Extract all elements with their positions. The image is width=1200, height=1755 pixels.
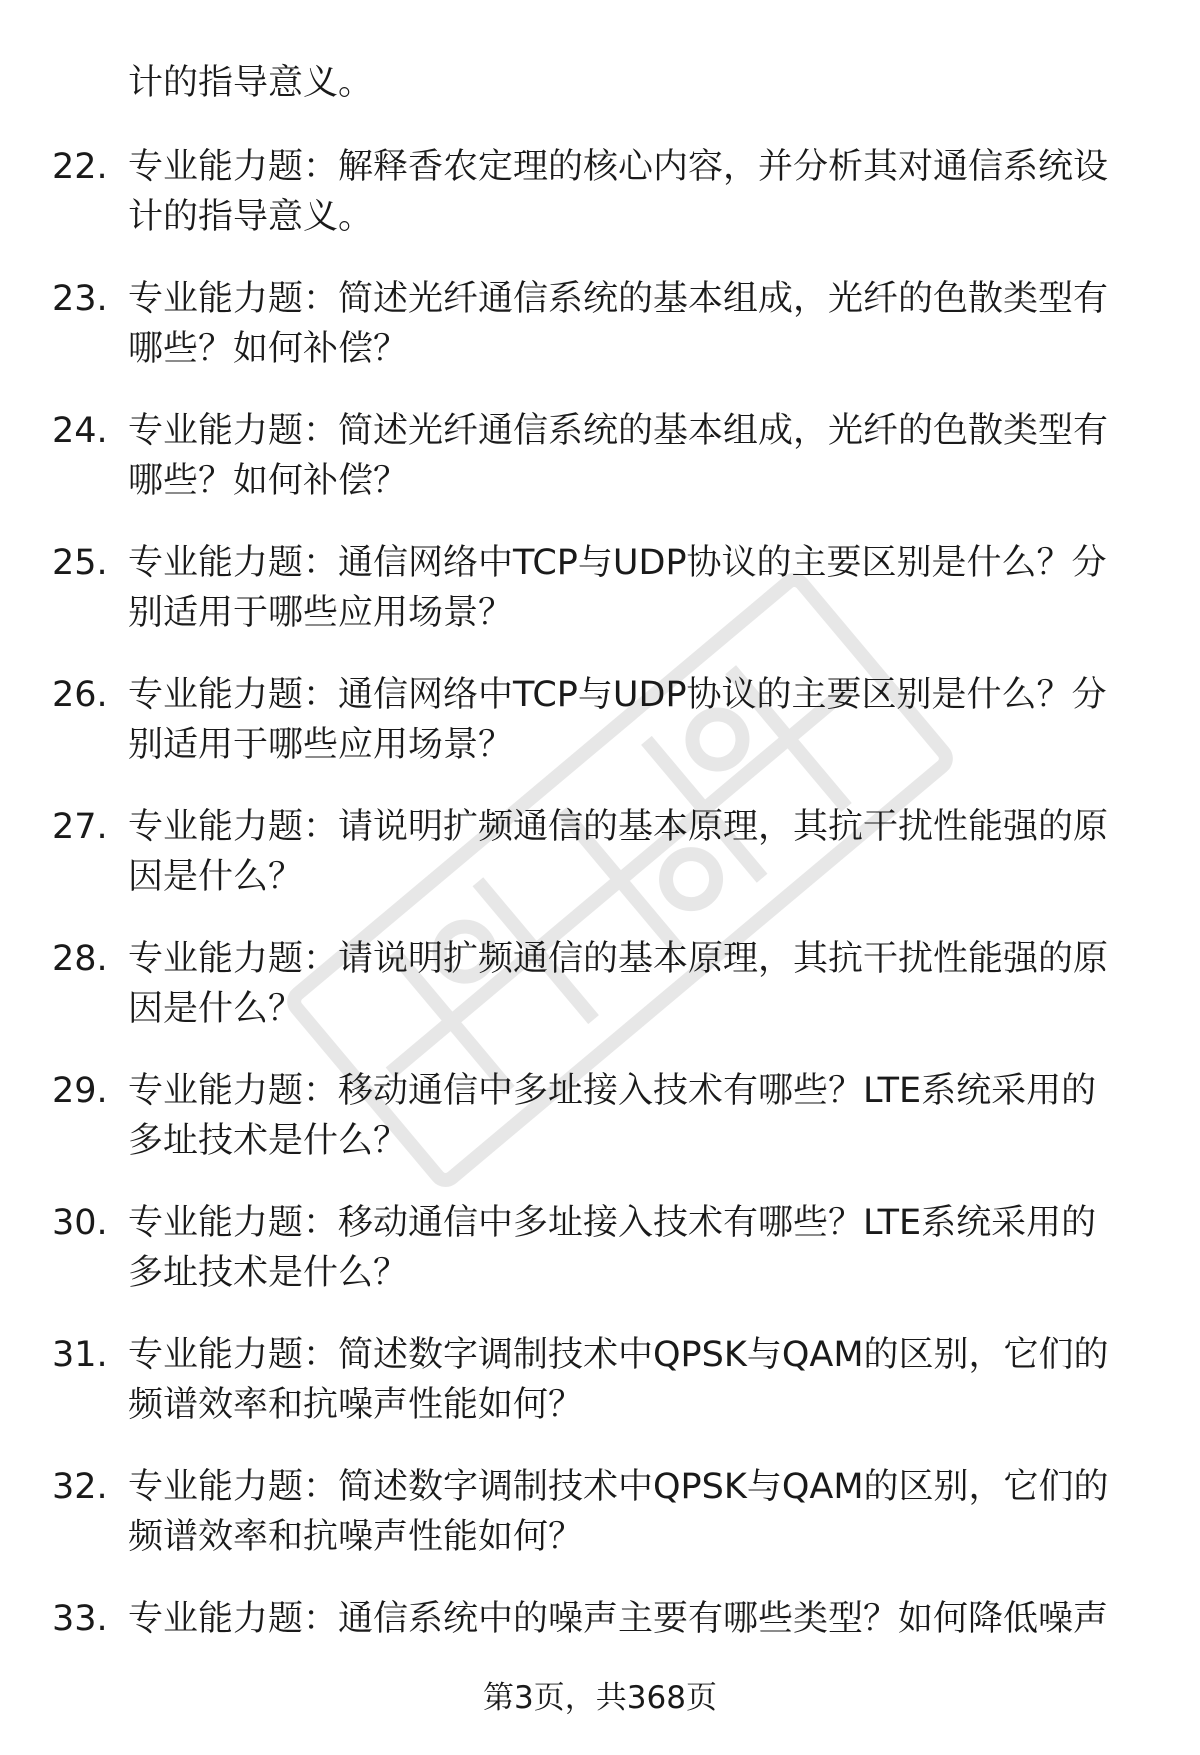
list-item (0, 1198, 1200, 1330)
list-item (0, 1462, 1200, 1594)
page-footer: 第3页，共368页 (483, 1680, 717, 1716)
question-text: 专业能力题：通信系统中的噪声主要有哪些类型？如何降低噪声 (128, 1599, 1109, 1639)
list-item (0, 802, 1200, 934)
question-number: 31. (52, 1335, 108, 1375)
question-number: 30. (52, 1203, 108, 1243)
question-text: 专业能力题：简述数字调制技术中QPSK与QAM的区别，它们的 频谱效率和抗噪声性能如何？ (128, 1335, 1109, 1425)
list-item (0, 670, 1200, 802)
list-item (0, 406, 1200, 538)
question-text: 专业能力题：请说明扩频通信的基本原理，其抗干扰性能强的原 因是什么？ (128, 807, 1109, 897)
question-number: 29. (52, 1071, 108, 1111)
question-number: 26. (52, 675, 108, 715)
question-number: 22. (52, 147, 108, 187)
question-number: 23. (52, 279, 108, 319)
question-text: 专业能力题：解释香农定理的核心内容，并分析其对通信系统设 计的指导意义。 (128, 147, 1109, 237)
continuation-text: 计的指导意义。 (128, 63, 374, 103)
question-text: 专业能力题：通信网络中TCP与UDP协议的主要区别是什么？分 别适用于哪些应用场景？ (128, 543, 1107, 633)
question-number: 27. (52, 807, 108, 847)
question-list (0, 142, 1200, 1726)
list-item (0, 274, 1200, 406)
question-text: 专业能力题：请说明扩频通信的基本原理，其抗干扰性能强的原 因是什么？ (128, 939, 1109, 1029)
question-number: 28. (52, 939, 108, 979)
list-item (0, 142, 1200, 274)
question-text: 专业能力题：移动通信中多址接入技术有哪些？LTE系统采用的 多址技术是什么？ (128, 1071, 1097, 1161)
question-text: 专业能力题：通信网络中TCP与UDP协议的主要区别是什么？分 别适用于哪些应用场景？ (128, 675, 1107, 765)
question-number: 25. (52, 543, 108, 583)
question-text: 专业能力题：简述光纤通信系统的基本组成，光纤的色散类型有 哪些？如何补偿？ (128, 411, 1109, 501)
list-item (0, 1066, 1200, 1198)
list-item (0, 934, 1200, 1066)
list-item (0, 1330, 1200, 1462)
list-item (0, 538, 1200, 670)
question-text: 专业能力题：移动通信中多址接入技术有哪些？LTE系统采用的 多址技术是什么？ (128, 1203, 1097, 1293)
question-text: 专业能力题：简述光纤通信系统的基本组成，光纤的色散类型有 哪些？如何补偿？ (128, 279, 1109, 369)
question-number: 33. (52, 1599, 108, 1639)
question-text: 专业能力题：简述数字调制技术中QPSK与QAM的区别，它们的 频谱效率和抗噪声性能如何？ (128, 1467, 1109, 1557)
question-number: 24. (52, 411, 108, 451)
question-number: 32. (52, 1467, 108, 1507)
